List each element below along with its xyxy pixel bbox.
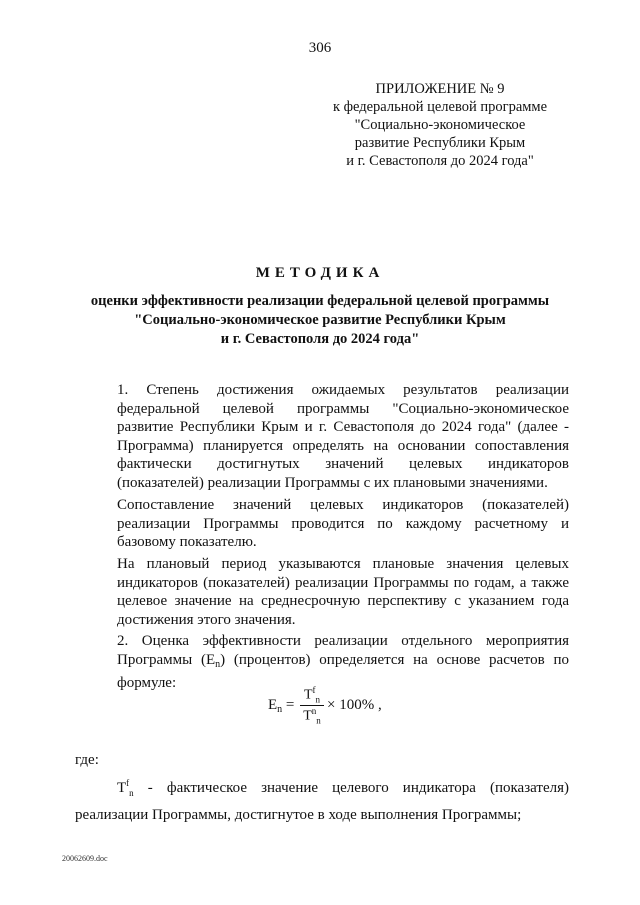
numerator-symbol: T	[303, 687, 313, 703]
formula-lhs	[268, 697, 294, 715]
page-number: 306	[308, 40, 332, 56]
formula-denominator	[300, 706, 324, 725]
denominator-superscript: n	[311, 706, 317, 717]
title-sub-line: и г. Севастополя до 2024 года"	[220, 331, 420, 347]
paragraph-text-part: 2. Оценка эффективности реализации отдельного мероприятия Программы (E	[117, 633, 569, 668]
where-label: где:	[75, 752, 99, 768]
paragraph-text: Сопоставление значений целевых индикаторов (показателей) реализации Программы проводится по каждому расчетному и базовому показателю.	[117, 497, 569, 550]
footer-filename: 20062609.doc	[62, 854, 108, 863]
appendix-line: ПРИЛОЖЕНИЕ № 9	[375, 81, 505, 97]
paragraph-3	[75, 555, 569, 629]
paragraph-text-part: ) (процентов) определяется на основе расчетов по формуле:	[117, 651, 569, 691]
appendix-header	[300, 80, 580, 170]
definition-text: - фактическое значение целевого индикатора (показателя) реализации Программы, достигнутое в ходе выполнения Программы;	[75, 780, 569, 823]
appendix-line: к федеральной целевой программе	[332, 99, 548, 115]
definition-symbol	[75, 780, 134, 796]
paragraph-text: 1. Степень достижения ожидаемых результатов реализации федеральной целевой программы "Социально-экономическое развитие Республики Крым и г. Севастополя до 2024 года" (далее - Программа) планируется определять на основании сопоставления фактически достигнутых значений целевых индикаторов (показателей) реализации Программы с их плановыми значениями.	[117, 382, 569, 491]
numerator-superscript: f	[312, 685, 316, 695]
formula-fraction	[300, 685, 324, 726]
title-sub-line: "Социально-экономическое развитие Республики Крым	[134, 312, 506, 328]
definition-symbol-letter: T	[117, 780, 127, 796]
subscript: n	[215, 658, 221, 670]
paragraph-text: На плановый период указываются плановые значения целевых индикаторов (показателей) реализации Программы по годам, а также целевое значение на среднесрочную перспективу с указанием года достижения этого значения.	[117, 556, 569, 628]
document-title	[40, 265, 600, 349]
formula-numerator	[300, 685, 324, 706]
paragraph-2	[75, 496, 569, 552]
formula-equals: =	[285, 697, 295, 713]
denominator-subscript: n	[316, 715, 321, 726]
title-main: МЕТОДИКА	[255, 265, 385, 281]
formula-rhs: × 100% ,	[327, 697, 382, 713]
formula-subscript: n	[277, 704, 283, 715]
definition-tf	[75, 772, 569, 826]
appendix-line: и г. Севастополя до 2024 года"	[346, 153, 534, 169]
denominator-symbol: T	[303, 709, 312, 725]
paragraph-4	[75, 632, 569, 693]
efficiency-formula	[0, 685, 640, 735]
paragraph-1	[75, 381, 569, 492]
definition-subscript: n	[129, 788, 134, 798]
appendix-line: развитие Республики Крым	[354, 135, 526, 151]
numerator-subscript: n	[315, 694, 321, 705]
definition-superscript: f	[126, 778, 130, 788]
title-subtitle	[40, 292, 600, 349]
formula-symbol: E	[268, 697, 278, 713]
appendix-line: "Социально-экономическое	[354, 117, 526, 133]
title-sub-line: оценки эффективности реализации федеральной целевой программы	[90, 293, 550, 309]
paragraph-text	[75, 632, 569, 693]
